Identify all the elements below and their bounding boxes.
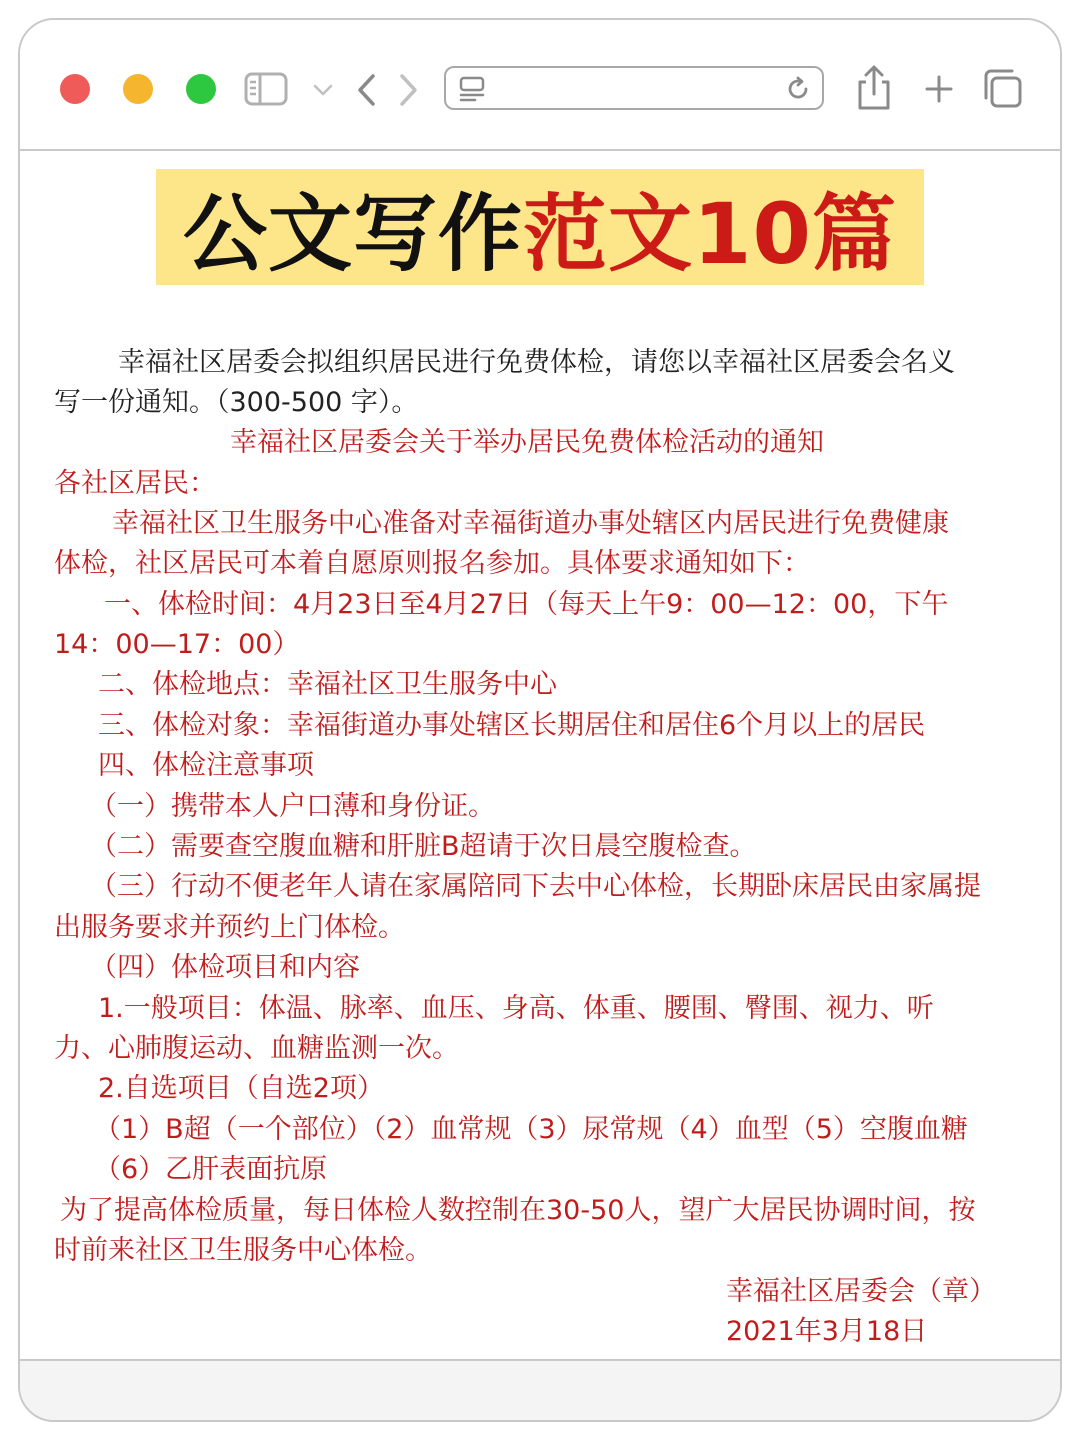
closing-line-1: 为了提高体检质量，每日体检人数控制在30-50人，望广大居民协调时间，按: [60, 1195, 976, 1226]
sidebar-icon[interactable]: [244, 72, 288, 106]
item3: 三、体检对象：幸福街道办事处辖区长期居住和居住6个月以上的居民: [98, 710, 926, 741]
optional-title: 2.自选项目（自选2项）: [98, 1073, 384, 1104]
browser-window: [18, 18, 1062, 1422]
browser-bottom-bar: [20, 1359, 1060, 1420]
forward-arrow-icon[interactable]: [396, 72, 420, 108]
intro-line-2: 体检，社区居民可本着自愿原则报名参加。具体要求通知如下：: [54, 548, 810, 579]
new-tab-icon[interactable]: [924, 74, 954, 104]
item1-line-2: 14：00—17：00）: [54, 629, 300, 660]
item4: 四、体检注意事项: [98, 750, 314, 781]
intro-line-1: 幸福社区卫生服务中心准备对幸福街道办事处辖区内居民进行免费健康: [112, 508, 949, 539]
general-line-2: 力、心肺腹运动、血糖监测一次。: [54, 1033, 459, 1064]
close-window-button[interactable]: [60, 74, 90, 104]
address-bar[interactable]: [444, 66, 824, 110]
date: 2021年3月18日: [726, 1316, 928, 1347]
optional-line-2: （6）乙肝表面抗原: [94, 1154, 328, 1185]
page-icon: [458, 76, 488, 102]
salutation: 各社区居民：: [54, 468, 216, 499]
title-banner: [156, 169, 924, 285]
item1-line-1: 一、体检时间：4月23日至4月27日（每天上午9：00—12：00，下午: [104, 589, 949, 620]
share-icon[interactable]: [852, 64, 896, 112]
title-red-text: 范文10篇: [523, 184, 897, 283]
note3-line-1: （三）行动不便老年人请在家属陪同下去中心体检，长期卧床居民由家属提: [90, 871, 981, 902]
note2: （二）需要查空腹血糖和肝脏B超请于次日晨空腹检查。: [90, 831, 757, 862]
browser-toolbar: [20, 20, 1060, 151]
maximize-window-button[interactable]: [186, 74, 216, 104]
note4: （四）体检项目和内容: [90, 952, 360, 983]
prompt-line-2: 写一份通知。（300-500 字）。: [54, 387, 419, 418]
page-content: [20, 151, 1060, 1363]
tabs-overview-icon[interactable]: [980, 68, 1024, 110]
note3-line-2: 出服务要求并预约上门体检。: [54, 912, 405, 943]
optional-line-1: （1）B超（一个部位）（2）血常规（3）尿常规（4）血型（5）空腹血糖: [94, 1114, 968, 1145]
general-line-1: 1.一般项目：体温、脉率、血压、身高、体重、腰围、臀围、视力、听: [98, 993, 934, 1024]
chevron-down-icon[interactable]: [312, 82, 334, 98]
back-arrow-icon[interactable]: [355, 72, 379, 108]
note1: （一）携带本人户口薄和身份证。: [90, 791, 495, 822]
notice-title: 幸福社区居委会关于举办居民免费体检活动的通知: [230, 427, 824, 458]
signature: 幸福社区居委会（章）: [726, 1276, 996, 1307]
minimize-window-button[interactable]: [123, 74, 153, 104]
closing-line-2: 时前来社区卫生服务中心体检。: [54, 1235, 432, 1266]
item2: 二、体检地点：幸福社区卫生服务中心: [98, 669, 557, 700]
reload-icon[interactable]: [784, 75, 812, 103]
title-black-text: 公文写作: [183, 184, 524, 283]
prompt-line-1: 幸福社区居委会拟组织居民进行免费体检，请您以幸福社区居委会名义: [118, 347, 955, 378]
